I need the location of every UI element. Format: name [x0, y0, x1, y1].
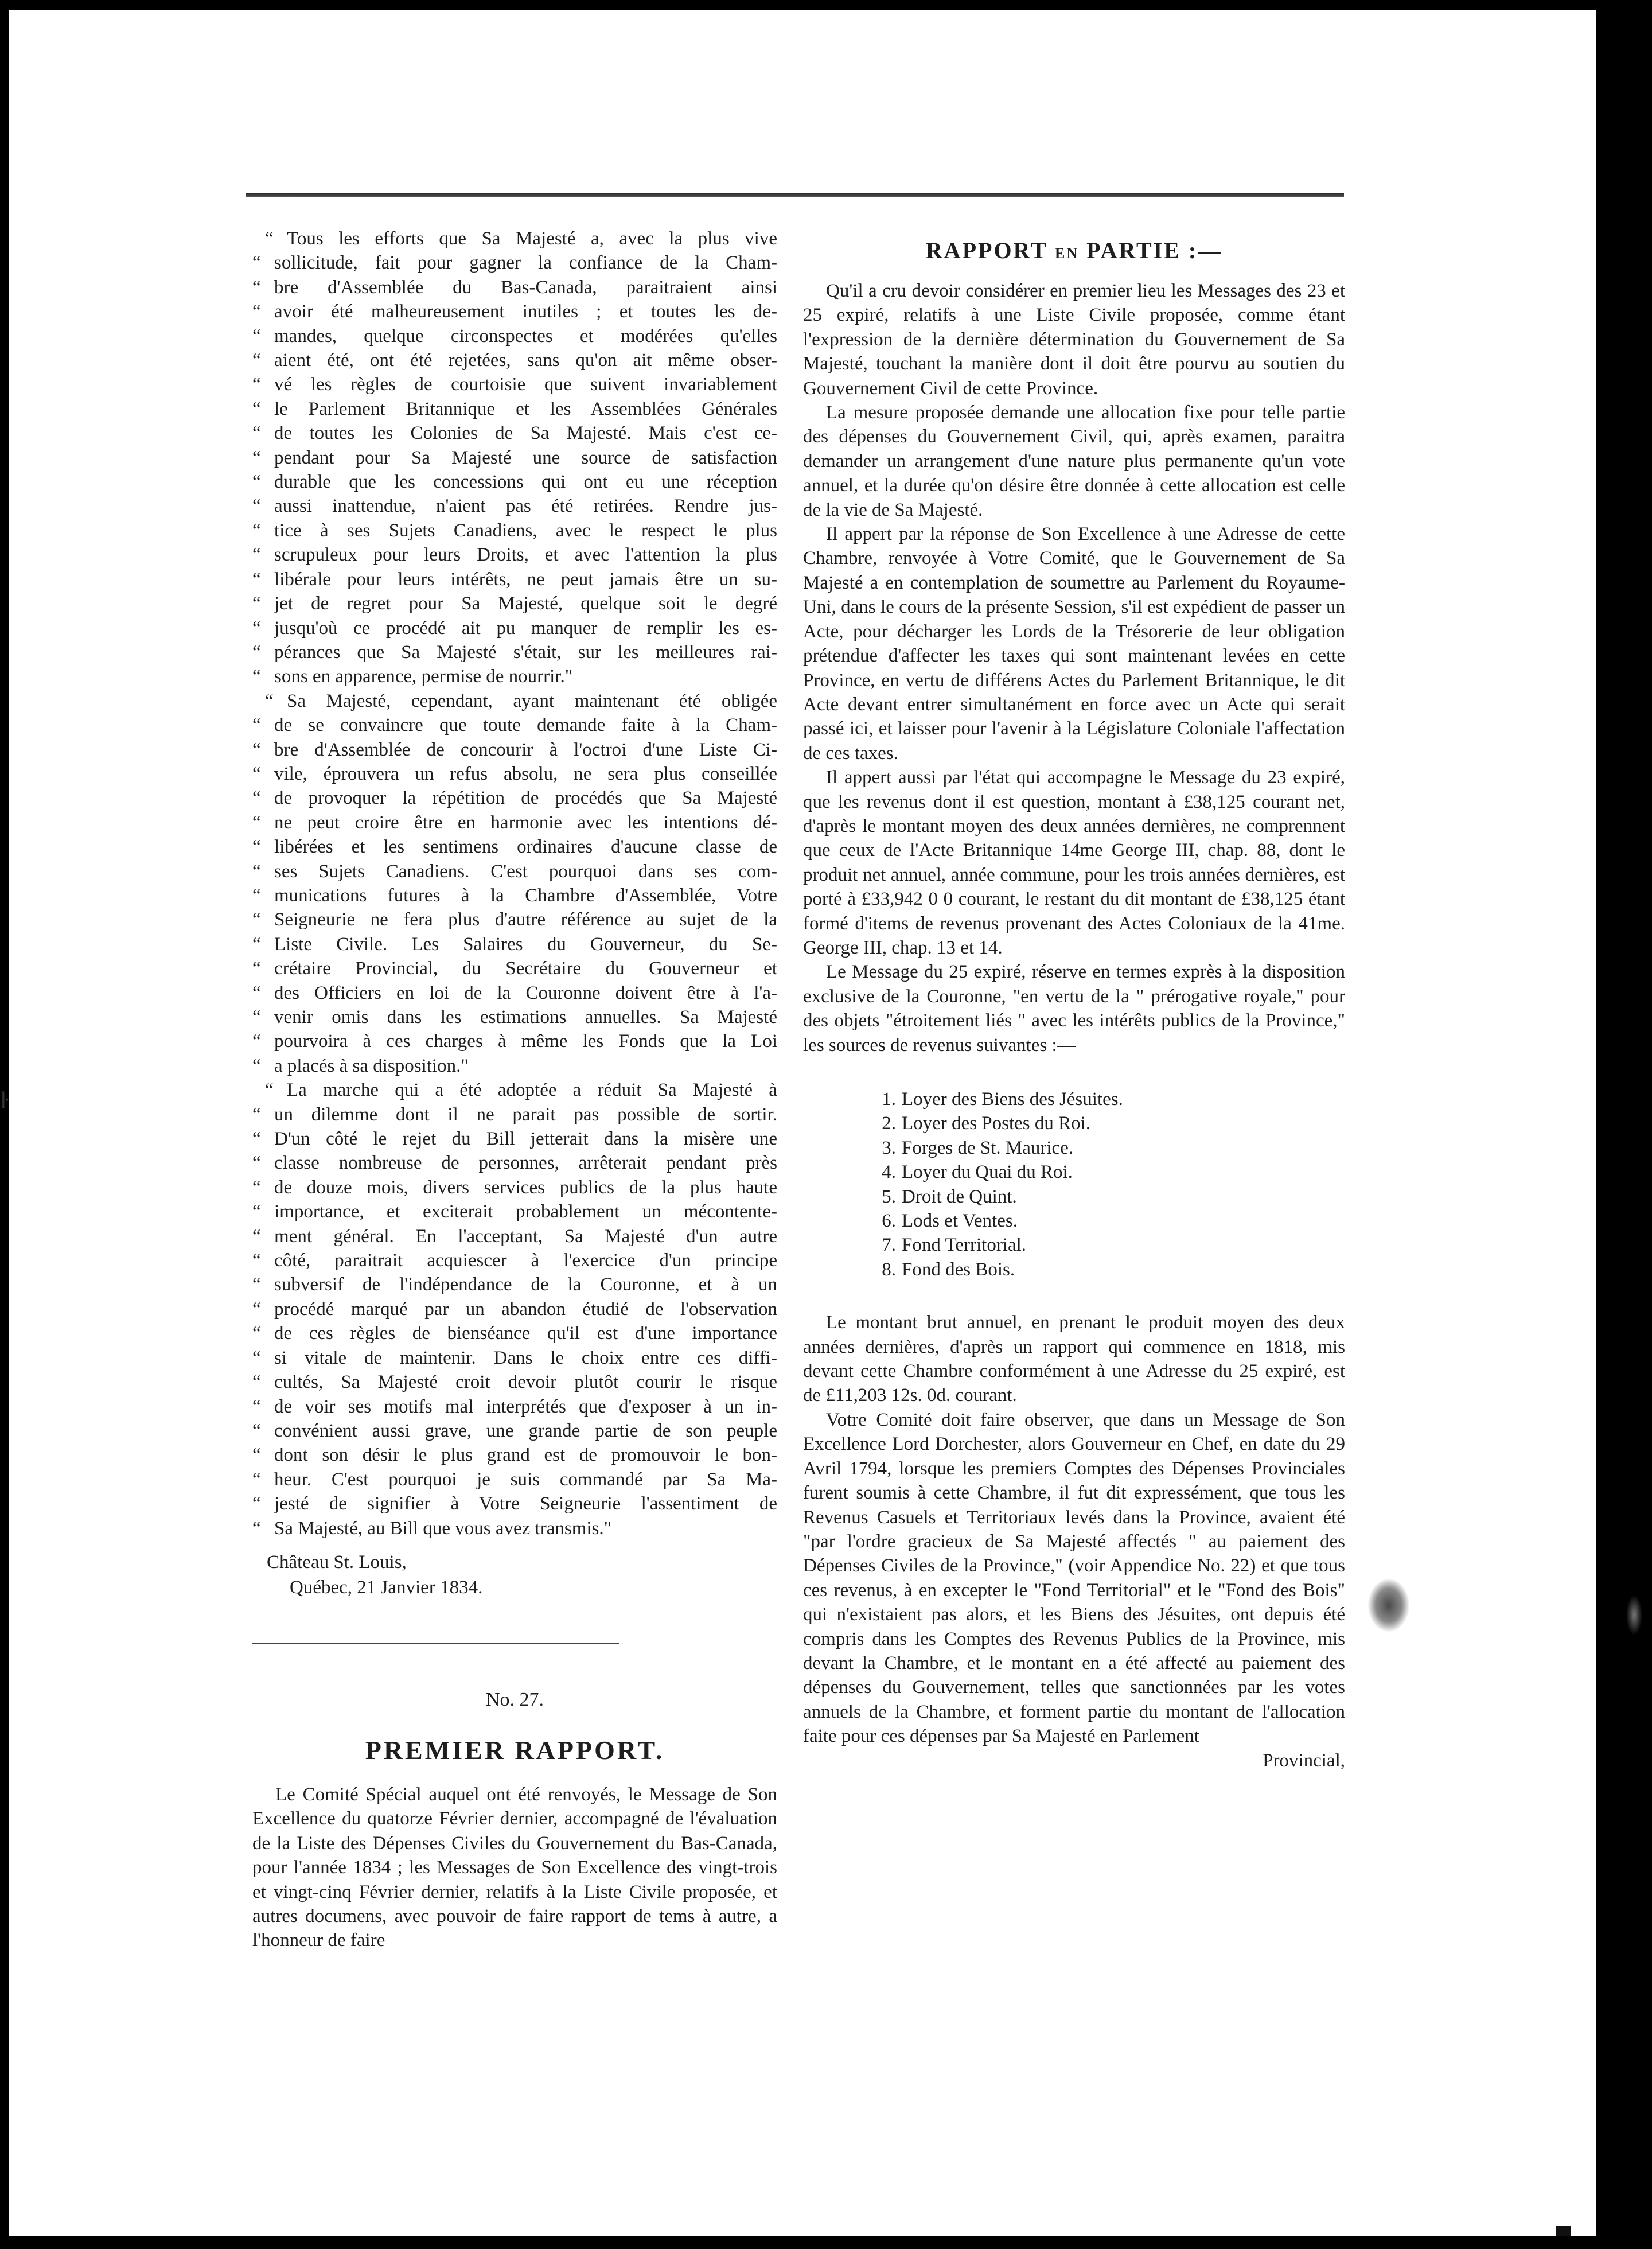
list-text: Loyer du Quai du Roi.: [902, 1162, 1073, 1183]
quote-line: “ sons en apparence, permise de nourrir.": [252, 664, 777, 688]
quote-line: “ heur. C'est pourquoi je suis commandé par Sa Ma-: [252, 1468, 777, 1492]
list-number: 4.: [882, 1162, 896, 1183]
list-item: [872, 1160, 1345, 1184]
quote-line: “ Sa Majesté, cependant, ayant maintenant été obligée: [252, 689, 777, 713]
quote-line: “ cultés, Sa Majesté croit devoir plutôt courir le risque: [252, 1370, 777, 1394]
document-number: No. 27.: [485, 1688, 544, 1710]
quote-paragraph: [252, 1078, 777, 1540]
quote-line: “ crétaire Provincial, du Secrétaire du Gouverneur et: [252, 956, 777, 980]
report-intro: Le Comité Spécial auquel ont été renvoyés, le Message de Son Excellence du quatorze Février dernier, accompagné de l'évaluation de la Liste des Dépenses Civiles du Gouvernement du Bas-Canada, pour l'année 1834 ; les Messages de Son Excellence des vingt-trois et vingt-cinq Février dernier, relatifs à la Liste Civile proposée, et autres documens, avec pouvoir de faire rapport de tems à autre, a l'honneur de faire: [252, 1784, 777, 1951]
list-item: [872, 1185, 1345, 1209]
quote-line: “ aient été, ont été rejetées, sans qu'on ait même obser-: [252, 348, 777, 372]
quote-line: “ jusqu'où ce procédé ait pu manquer de remplir les es-: [252, 616, 777, 640]
list-number: 1.: [882, 1089, 896, 1110]
list-text: Loyer des Postes du Roi.: [902, 1113, 1091, 1134]
quote-line: “ ment général. En l'acceptant, Sa Majesté d'un autre: [252, 1224, 777, 1248]
quote-line: “ pérances que Sa Majesté s'était, sur les meilleures rai-: [252, 640, 777, 664]
quote-line: “ de toutes les Colonies de Sa Majesté. Mais c'est ce-: [252, 421, 777, 445]
quote-line: “ des Officiers en loi de la Couronne doivent être à l'a-: [252, 981, 777, 1005]
quote-line: “ jesté de signifier à Votre Seigneurie l'assentiment de: [252, 1492, 777, 1516]
list-text: Fond Territorial.: [902, 1235, 1027, 1256]
quote-line: “ si vitale de maintenir. Dans le choix entre ces diffi-: [252, 1346, 777, 1370]
revenue-sources-list: [872, 1087, 1345, 1282]
quote-line: “ scrupuleux pour leurs Droits, et avec l'attention la plus: [252, 543, 777, 567]
paragraph: Le Message du 25 expiré, réserve en termes exprès à la disposition exclusive de la Couronne, "en vertu de la " prérogative royale," pour des objets "étroitement liés " avec les intérêts publics de la Province," les sources de revenus suivantes :—: [803, 962, 1345, 1056]
quote-line: “ jet de regret pour Sa Majesté, quelque soit le degré: [252, 592, 777, 616]
quote-line: “ subversif de l'indépendance de la Couronne, et à un: [252, 1273, 777, 1297]
section-title: [803, 237, 1345, 264]
paragraph: Votre Comité doit faire observer, que dans un Message de Son Excellence Lord Dorchester, alors Gouverneur en Chef, en date du 29 Avril 1794, lorsque les premiers Comptes des Dépenses Provinciales furent soumis à cette Chambre, il fut dit expressément, que tous les Revenus Casuels et Territoriaux levés dans la Province, avaient été "par l'ordre gracieux de Sa Majesté affectés " au paiement des Dépenses Civiles de la Province," (voir Appendice No. 22) et que tous ces revenus, à en excepter le "Fond Territorial" et le "Fond des Bois" qui n'existaient pas alors, et les Biens des Jésuites, ont depuis été compris dans les Comptes des Revenus Publics de la Province, mis devant la Chambre, et le montant en a été affecté au paiement des dépenses du Gouvernement, telles que sanctionnées par les votes annuels de la Chambre, et forment partie du montant de l'allocation faite pour ces dépenses par Sa Majesté en Parlement: [803, 1409, 1345, 1747]
scan-border-top: [0, 0, 1652, 10]
quote-line: “ convénient aussi grave, une grande partie de son peuple: [252, 1419, 777, 1443]
quote-line: “ un dilemme dont il ne parait pas possible de sortir.: [252, 1103, 777, 1127]
list-item: [872, 1111, 1345, 1135]
quote-line: “ le Parlement Britannique et les Assemblées Générales: [252, 397, 777, 421]
list-number: 6.: [882, 1211, 896, 1232]
quote-line: “ de se convaincre que toute demande faite à la Cham-: [252, 713, 777, 737]
quote-paragraph: [252, 689, 777, 1079]
quote-line: “ bre d'Assemblée du Bas-Canada, paraitraient ainsi: [252, 275, 777, 299]
quote-line: “ de ces règles de bienséance qu'il est d'une importance: [252, 1321, 777, 1345]
list-text: Fond des Bois.: [902, 1259, 1015, 1280]
list-text: Loyer des Biens des Jésuites.: [902, 1089, 1123, 1110]
ink-blot-edge: [1626, 1595, 1642, 1635]
scan-border-left: [0, 0, 9, 2249]
governor-message-quote: [252, 227, 777, 1540]
list-item: [872, 1087, 1345, 1111]
list-number: 3.: [882, 1137, 896, 1158]
quote-line: “ de voir ses motifs mal interprétés que d'exposer à un in-: [252, 1395, 777, 1419]
quote-line: “ libérées et les sentimens ordinaires d'aucune classe de: [252, 835, 777, 859]
quote-line: “ ne peut croire être en harmonie avec les intentions dé-: [252, 811, 777, 835]
list-item: [872, 1136, 1345, 1160]
quote-line: “ aussi inattendue, n'aient pas été retirées. Rendre jus-: [252, 494, 777, 518]
continued-word: Provincial,: [1263, 1750, 1345, 1771]
quote-line: “ de provoquer la répétition de procédés que Sa Majesté: [252, 786, 777, 810]
quote-line: “ sollicitude, fait pour gagner la confiance de la Cham-: [252, 251, 777, 275]
list-text: Droit de Quint.: [902, 1186, 1017, 1207]
quote-line: “ munications futures à la Chambre d'Assemblée, Votre: [252, 884, 777, 908]
scan-border-bottom: [0, 2236, 1652, 2249]
quote-line: “ pourvoira à ces charges à même les Fonds que la Loi: [252, 1029, 777, 1053]
quote-line: “ a placés à sa disposition.": [252, 1054, 777, 1078]
quote-line: “ dont son désir le plus grand est de promouvoir le bon-: [252, 1443, 777, 1467]
quote-line: “ vé les règles de courtoisie que suivent invariablement: [252, 372, 777, 396]
ink-blot: [1368, 1579, 1409, 1632]
quote-line: “ Sa Majesté, au Bill que vous avez transmis.": [252, 1516, 777, 1540]
left-column: [252, 227, 777, 1953]
scan-corner-mark: [1556, 2226, 1571, 2236]
quote-line: “ de douze mois, divers services publics de la plus haute: [252, 1176, 777, 1200]
quote-line: “ ses Sujets Canadiens. C'est pourquoi dans ses com-: [252, 859, 777, 884]
list-item: [872, 1258, 1345, 1282]
quote-line: “ côté, paraitrait acquiescer à l'exercice d'un principe: [252, 1248, 777, 1273]
list-number: 2.: [882, 1113, 896, 1134]
paragraph: Le montant brut annuel, en prenant le produit moyen des deux années dernières, d'après un rapport qui commence en 1818, mis devant cette Chambre conformément à une Adresse du 25 expiré, est de £11,203 12s. 0d. courant.: [803, 1312, 1345, 1406]
quote-line: “ tice à ses Sujets Canadiens, avec le respect le plus: [252, 519, 777, 543]
quote-line: “ D'un côté le rejet du Bill jetterait dans la misère une: [252, 1127, 777, 1151]
report-title: PREMIER RAPPORT.: [365, 1735, 665, 1765]
list-text: Forges de St. Maurice.: [902, 1137, 1074, 1158]
quote-line: “ bre d'Assemblée de concourir à l'octroi d'une Liste Ci-: [252, 738, 777, 762]
quote-line: “ procédé marqué par un abandon étudié de l'observation: [252, 1297, 777, 1321]
quote-line: “ venir omis dans les estimations annuelles. Sa Majesté: [252, 1005, 777, 1029]
quote-paragraph: [252, 227, 777, 689]
right-column: [803, 227, 1345, 1773]
quote-line: “ Tous les efforts que Sa Majesté a, avec la plus vive: [252, 227, 777, 251]
list-number: 5.: [882, 1186, 896, 1207]
section-title-part-c: PARTIE :—: [1086, 238, 1223, 263]
quote-line: “ vile, éprouvera un refus absolu, ne sera plus conseillée: [252, 762, 777, 786]
paragraph: Il appert par la réponse de Son Excellence à une Adresse de cette Chambre, renvoyée à Votre Comité, que le Gouvernement de Sa Majesté a en contemplation de soumettre au Parlement du Royaume-Uni, dans le cours de la présente Session, s'il est expédient de passer un Acte, pour décharger les Lords de la Trésorerie de leur obligation prétendue d'affecter les taxes qui sont maintenant levées en cette Province, en vertu de différens Actes du Parlement Britannique, le dit Acte devant entrer simultanément en force avec un Acte qui serait passé ici, et laisser pour l'avenir à la Législature Coloniale l'affectation de ces taxes.: [803, 524, 1345, 764]
list-item: [872, 1209, 1345, 1233]
paragraph: Il appert aussi par l'état qui accompagne le Message du 23 expiré, que les revenus dont il est question, montant à £38,125 courant net, d'après le montant moyen des deux années dernières, ne comprennent que ceux de l'Acte Britannique 14me George III, chap. 88, dont le produit net annuel, année commune, pour les trois années dernières, est porté à £33,942 0 0 courant, le restant du dit montant de £38,125 étant formé d'items de revenus provenant des Actes Coloniaux de la 41me. George III, chap. 13 et 14.: [803, 767, 1345, 958]
section-divider: [252, 1643, 620, 1644]
quote-line: “ avoir été malheureusement inutiles ; et toutes les de-: [252, 299, 777, 324]
list-text: Lods et Ventes.: [902, 1211, 1018, 1232]
list-number: 7.: [882, 1235, 896, 1256]
page-margin-mark: ŀ: [0, 1088, 9, 1114]
quote-line: “ importance, et exciterait probablement un mécontente-: [252, 1200, 777, 1224]
quote-line: “ La marche qui a été adoptée a réduit Sa Majesté à: [252, 1078, 777, 1102]
quote-line: “ Seigneurie ne fera plus d'autre référence au sujet de la: [252, 908, 777, 932]
signoff: [252, 1550, 777, 1600]
quote-line: “ pendant pour Sa Majesté une source de satisfaction: [252, 446, 777, 470]
quote-line: “ durable que les concessions qui ont eu une réception: [252, 470, 777, 494]
signoff-place: Château St. Louis,: [267, 1551, 407, 1573]
quote-line: “ libérale pour leurs intérêts, ne peut jamais être un su-: [252, 567, 777, 592]
list-item: [872, 1233, 1345, 1257]
paragraph: La mesure proposée demande une allocation fixe pour telle partie des dépenses du Gouvernement Civil, qui, après examen, paraitra demander un arrangement d'une nature plus permanente qu'un vote annuel, et la durée qu'on désire être donnée à cette allocation est celle de la vie de Sa Majesté.: [803, 402, 1345, 520]
header-rule: [246, 193, 1344, 197]
quote-line: “ Liste Civile. Les Salaires du Gouverneur, du Se-: [252, 932, 777, 956]
paragraph: Qu'il a cru devoir considérer en premier lieu les Messages des 23 et 25 expiré, relatifs à une Liste Civile proposée, comme étant l'expression de la dernière détermination du Gouvernement de Sa Majesté, touchant la manière dont il doit être pourvu au soutien du Gouvernement Civil de cette Province.: [803, 281, 1345, 399]
quote-line: “ mandes, quelque circonspectes et modérées qu'elles: [252, 324, 777, 348]
list-number: 8.: [882, 1259, 896, 1280]
quote-line: “ classe nombreuse de personnes, arrêterait pendant près: [252, 1151, 777, 1175]
section-title-part-a: RAPPORT: [925, 238, 1047, 263]
section-title-part-b: EN: [1055, 245, 1080, 262]
signoff-date: Québec, 21 Janvier 1834.: [290, 1577, 483, 1598]
scan-border-right: [1596, 0, 1652, 2249]
